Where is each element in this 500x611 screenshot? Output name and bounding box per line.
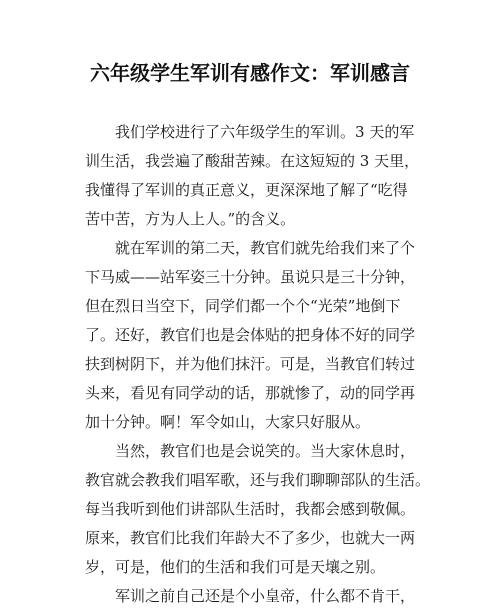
- text-line: 教官就会教我们唱军歌，还与我们聊聊部队的生活。: [85, 471, 431, 489]
- paragraph: [85, 437, 431, 582]
- text-line: 军训之前自己还是个小皇帝，什么都不肯干，: [115, 587, 416, 605]
- text-line: 就在军训的第二天，教官们就先给我们来了个: [115, 239, 416, 257]
- text-line: 训生活，我尝遍了酸甜苦辣。在这短短的 3 天里，: [85, 152, 420, 170]
- text-line: 原来，教官们比我们年龄大不了多少，也就大一两: [85, 529, 416, 547]
- text-line: 但在烈日当空下，同学们都一个个“光荣”地倒下: [85, 297, 401, 315]
- text-line: 下马威——站军姿三十分钟。虽说只是三十分钟，: [85, 268, 416, 286]
- text-line: 岁，可是，他们的生活和我们可是天壤之别。: [85, 558, 386, 576]
- text-line: 了。还好，教官们也是会体贴的把身体不好的同学: [85, 326, 416, 344]
- paragraph: [85, 118, 425, 234]
- text-line: 当然，教官们也是会说笑的。当大家休息时，: [115, 442, 416, 460]
- document-body: [85, 118, 431, 611]
- paragraph: [85, 582, 425, 611]
- text-line: 加十分钟。啊！军令如山，大家只好服从。: [85, 413, 371, 431]
- text-line: 我懂得了军训的真正意义，更深深地了解了“吃得: [85, 181, 408, 199]
- document-title: 六年级学生军训有感作文：军训感言: [90, 61, 410, 85]
- text-line: 每当我听到他们讲部队生活时，我都会感到敬佩。: [85, 500, 416, 518]
- text-line: 我们学校进行了六年级学生的军训。3 天的军: [115, 123, 415, 141]
- text-line: 头来，看见有同学动的话，那就惨了，动的同学再: [85, 384, 416, 402]
- paragraph: [85, 234, 425, 437]
- text-line: 苦中苦，方为人上人。”的含义。: [85, 210, 296, 228]
- text-line: 扶到树阴下，并为他们抹汗。可是，当教官们转过: [85, 355, 416, 373]
